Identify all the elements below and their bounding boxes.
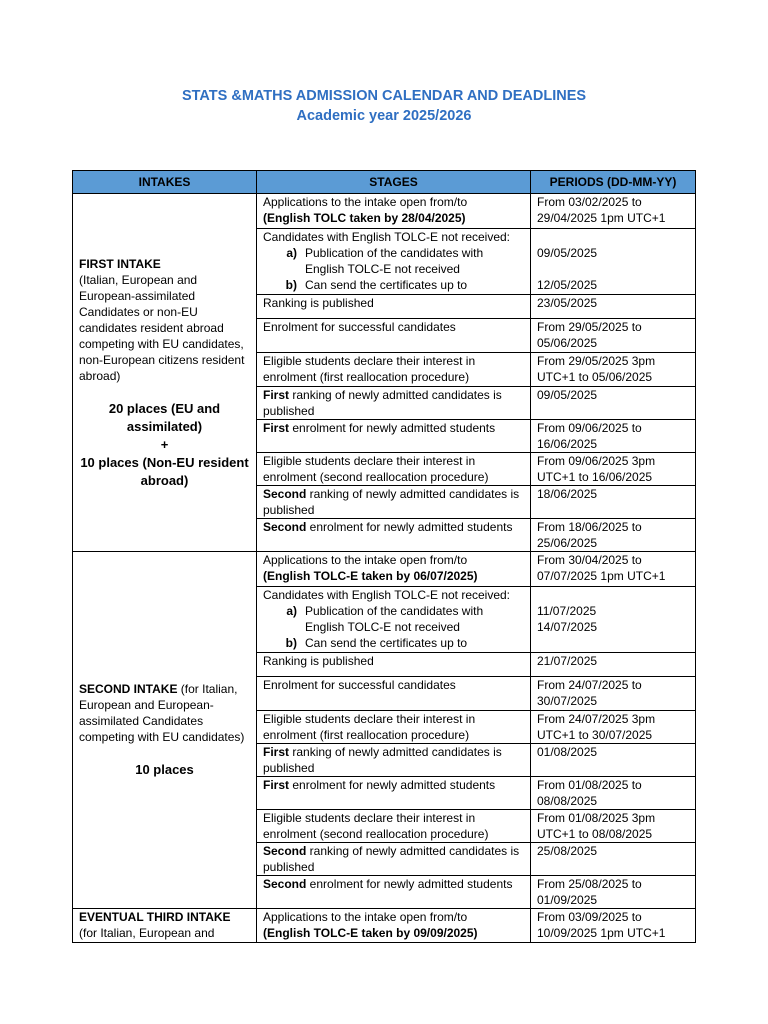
header-periods: PERIODS (DD-MM-YY) xyxy=(531,171,696,194)
period-cell: 01/08/2025 xyxy=(531,744,696,777)
period-cell: 18/06/2025 xyxy=(531,486,696,519)
first-intake-places-noneu: 10 places (Non-EU resident abroad) xyxy=(80,454,249,488)
period-cell: From 25/08/2025 to 01/09/2025 xyxy=(531,876,696,909)
period-cell: 25/08/2025 xyxy=(531,843,696,876)
stage-cell: Applications to the intake open from/to (English TOLC-E taken by 06/07/2025) xyxy=(257,552,531,587)
page-title: STATS &MATHS ADMISSION CALENDAR AND DEADLINES xyxy=(181,88,587,104)
first-intake-plus: + xyxy=(160,436,169,452)
first-intake-name: FIRST INTAKE xyxy=(79,256,161,271)
period-cell: From 29/05/2025 to 05/06/2025 xyxy=(531,319,696,353)
stage-cell: Second ranking of newly admitted candidates is published xyxy=(257,486,531,519)
first-intake-places-eu: 20 places (EU and assimilated) xyxy=(108,400,221,434)
stage-cell: Candidates with English TOLC-E not received: a) Publication of the candidates with English TOLC-E not received b) Can send the certificates up to xyxy=(257,229,531,295)
stage-cell: Eligible students declare their interest in enrolment (first reallocation procedure) xyxy=(257,711,531,744)
third-intake-cell xyxy=(73,909,257,943)
page-subtitle: Academic year 2025/2026 xyxy=(296,108,472,124)
period-cell: From 03/02/2025 to 29/04/2025 1pm UTC+1 xyxy=(531,194,696,229)
period-cell: From 01/08/2025 to 08/08/2025 xyxy=(531,777,696,810)
stage-cell: Ranking is published xyxy=(257,295,531,319)
third-intake-desc: (for Italian, European and xyxy=(79,926,215,940)
period-cell: 09/05/2025 12/05/2025 xyxy=(531,229,696,295)
table-row xyxy=(73,909,696,943)
period-cell: 11/07/2025 14/07/2025 xyxy=(531,587,696,653)
stage-cell: Ranking is published xyxy=(257,653,531,677)
second-intake-places: 10 places xyxy=(135,762,194,777)
header-intakes: INTAKES xyxy=(73,171,257,194)
stage-cell: First ranking of newly admitted candidates is published xyxy=(257,744,531,777)
stage-cell: Second enrolment for newly admitted students xyxy=(257,876,531,909)
stage-cell: Applications to the intake open from/to (English TOLC taken by 28/04/2025) xyxy=(257,194,531,229)
stage-cell: Applications to the intake open from/to (English TOLC-E taken by 09/09/2025) xyxy=(257,909,531,943)
header-stages: STAGES xyxy=(257,171,531,194)
stage-cell: Eligible students declare their interest in enrolment (first reallocation procedure) xyxy=(257,353,531,387)
stage-cell: Second enrolment for newly admitted students xyxy=(257,519,531,552)
period-cell: From 30/04/2025 to 07/07/2025 1pm UTC+1 xyxy=(531,552,696,587)
period-cell: From 24/07/2025 to 30/07/2025 xyxy=(531,677,696,711)
second-intake-desc: (for Italian, European and European-assimilated Candidates competing with EU candidates) xyxy=(79,682,245,744)
stage-cell: Enrolment for successful candidates xyxy=(257,319,531,353)
period-cell: From 09/06/2025 to 16/06/2025 xyxy=(531,420,696,453)
table-header-row xyxy=(73,171,696,194)
stage-cell: Enrolment for successful candidates xyxy=(257,677,531,711)
stage-cell: Candidates with English TOLC-E not received: a) Publication of the candidates with English TOLC-E not received b) Can send the certificates up to xyxy=(257,587,531,653)
stage-cell: First enrolment for newly admitted students xyxy=(257,777,531,810)
stage-cell: Second ranking of newly admitted candidates is published xyxy=(257,843,531,876)
period-cell: From 29/05/2025 3pm UTC+1 to 05/06/2025 xyxy=(531,353,696,387)
stage-cell: First enrolment for newly admitted students xyxy=(257,420,531,453)
stage-cell: Eligible students declare their interest in enrolment (second reallocation procedure) xyxy=(257,810,531,843)
stage-cell: First ranking of newly admitted candidates is published xyxy=(257,387,531,420)
second-intake-name: SECOND INTAKE xyxy=(79,682,178,696)
stage-cell: Eligible students declare their interest in enrolment (second reallocation procedure) xyxy=(257,453,531,486)
period-cell: From 18/06/2025 to 25/06/2025 xyxy=(531,519,696,552)
first-intake-cell xyxy=(73,194,257,552)
first-intake-desc: (Italian, European and European-assimilated Candidates or non-EU candidates resident abroad competing with EU candidates, non-European citizens resident abroad) xyxy=(79,272,245,383)
table-row xyxy=(73,194,696,229)
period-cell: From 03/09/2025 to 10/09/2025 1pm UTC+1 xyxy=(531,909,696,943)
third-intake-name: EVENTUAL THIRD INTAKE xyxy=(79,910,231,924)
second-intake-cell xyxy=(73,552,257,909)
period-cell: 09/05/2025 xyxy=(531,387,696,420)
period-cell: From 09/06/2025 3pm UTC+1 to 16/06/2025 xyxy=(531,453,696,486)
period-cell: 23/05/2025 xyxy=(531,295,696,319)
admission-calendar-table xyxy=(72,170,696,943)
period-cell: 21/07/2025 xyxy=(531,653,696,677)
period-cell: From 24/07/2025 3pm UTC+1 to 30/07/2025 xyxy=(531,711,696,744)
period-cell: From 01/08/2025 3pm UTC+1 to 08/08/2025 xyxy=(531,810,696,843)
table-row xyxy=(73,552,696,587)
